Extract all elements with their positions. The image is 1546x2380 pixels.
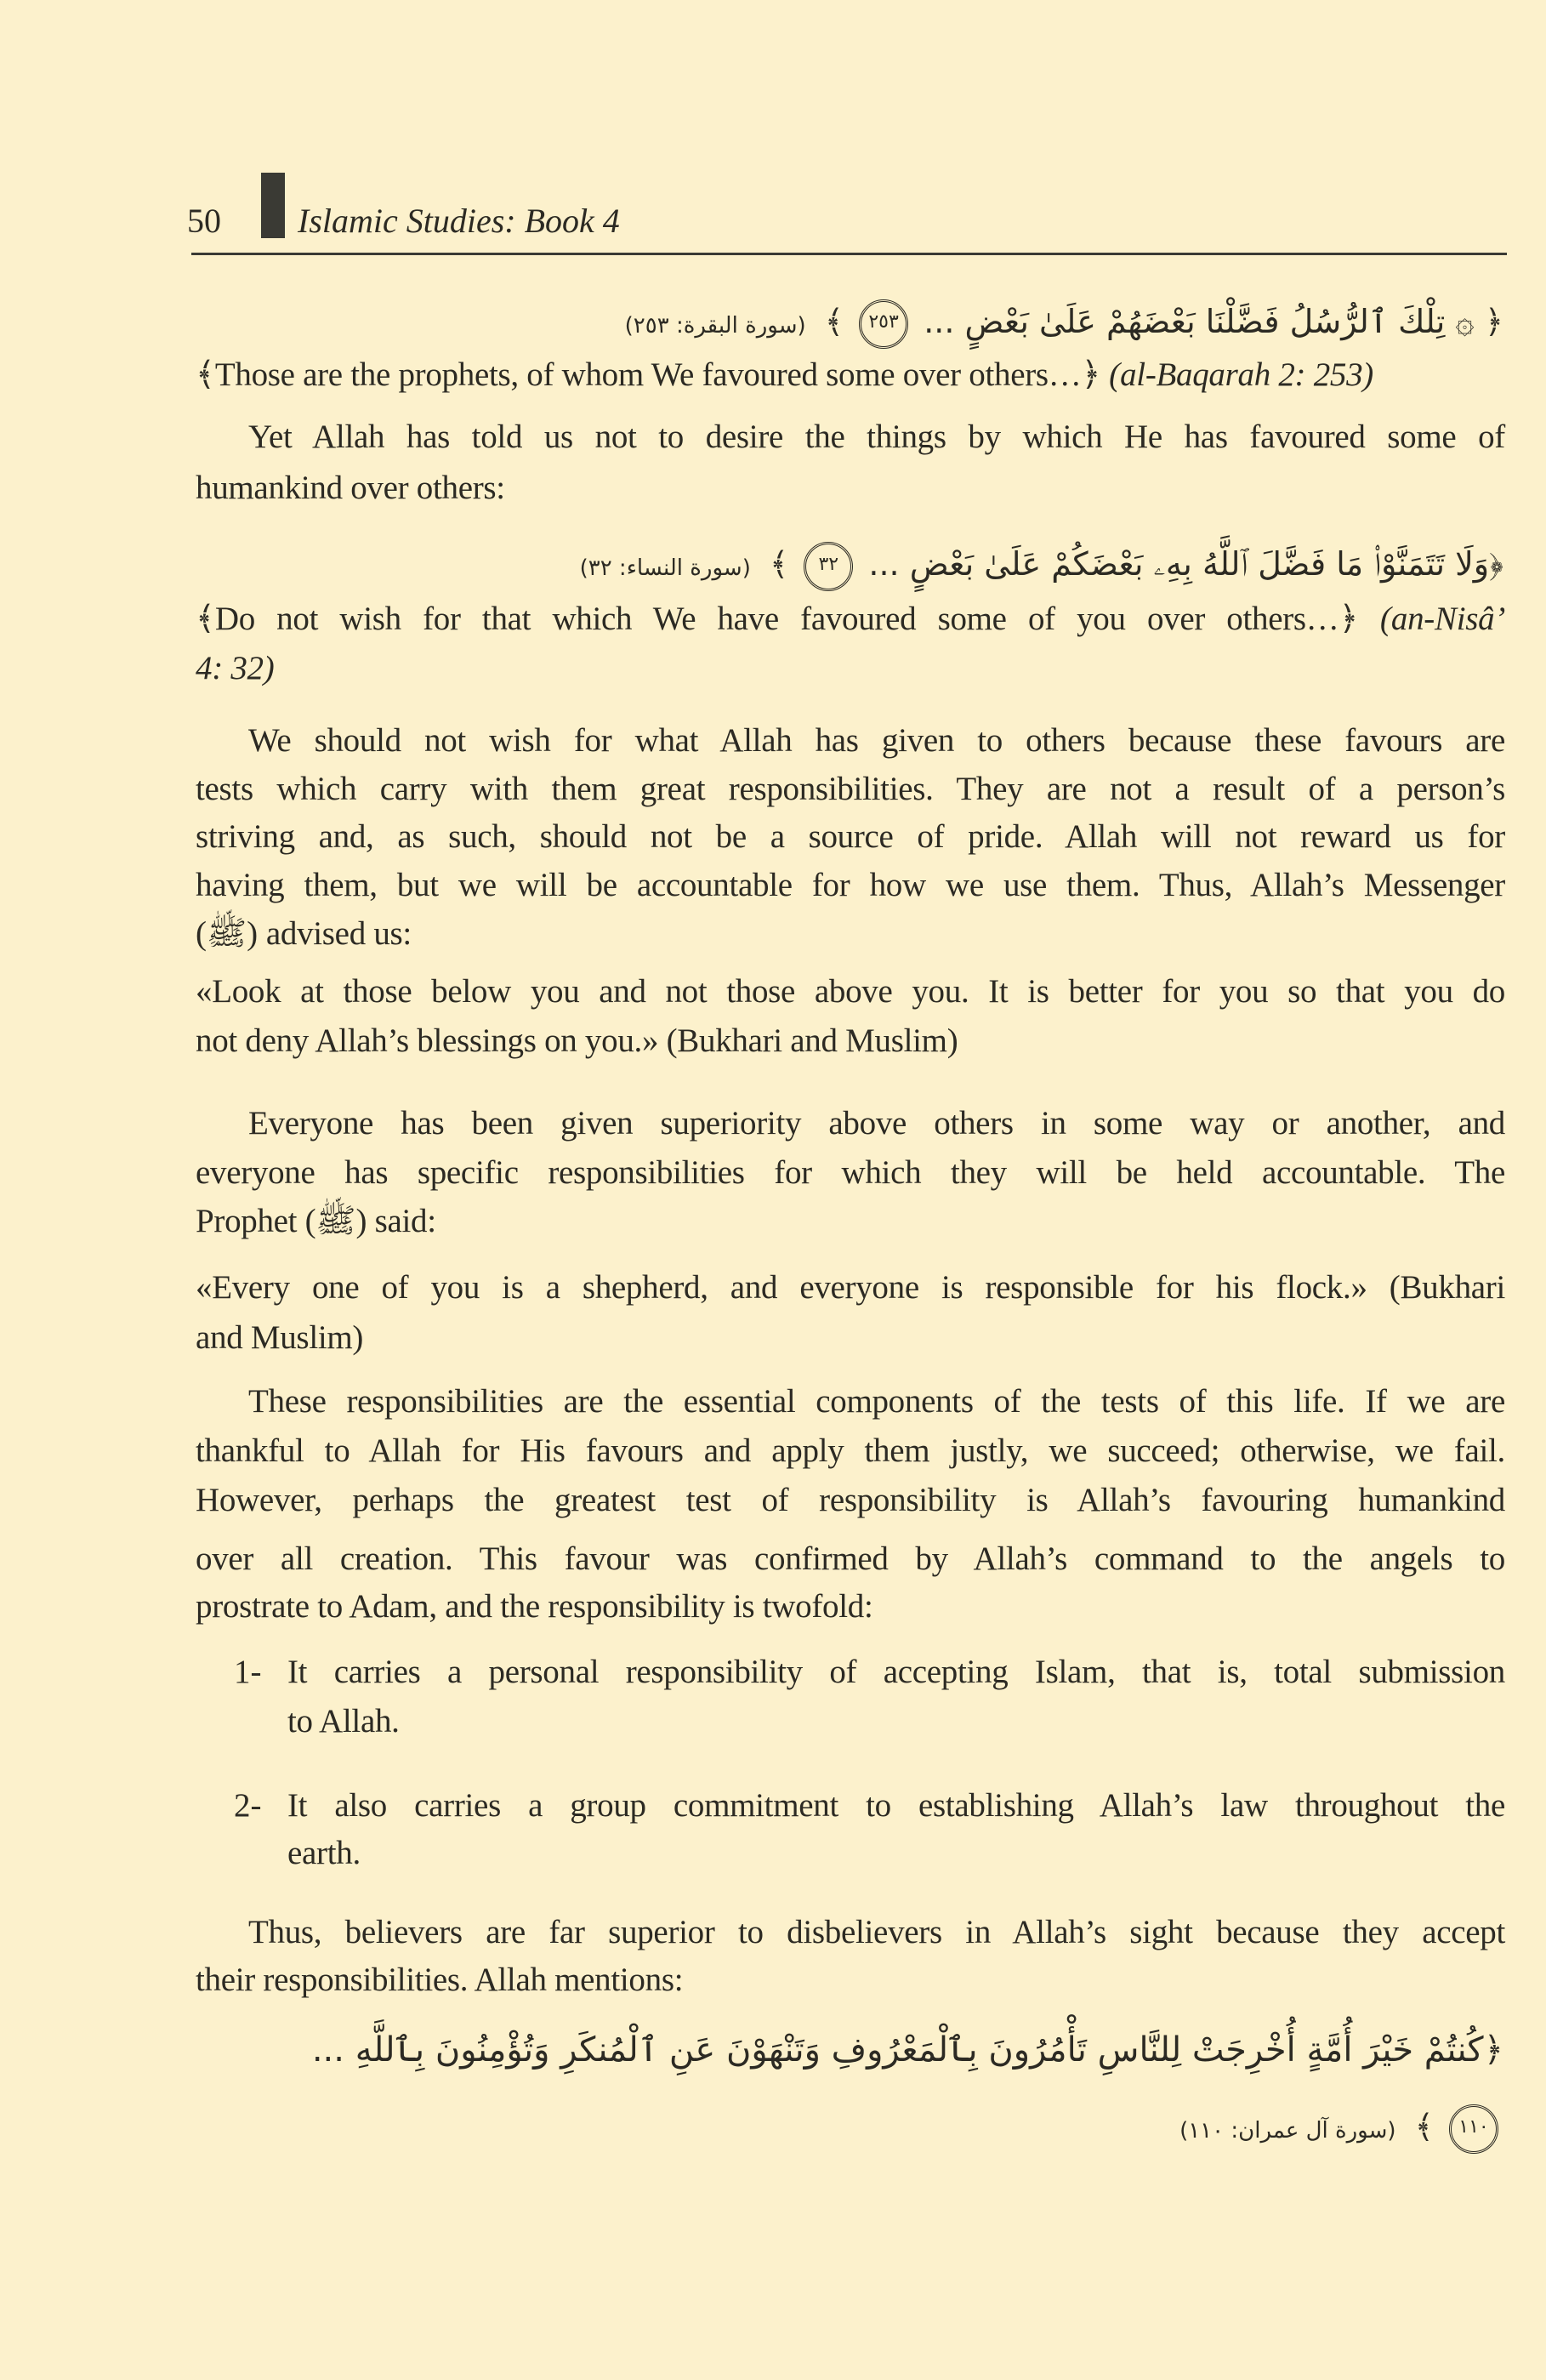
list-number: 2- [234, 1787, 262, 1824]
paragraph-line: having them, but we will be accountable for how we use them. Thus, Allah’s Messenger [196, 867, 1505, 903]
verse-text: ﴿كُنتُمْ خَيْرَ أُمَّةٍ أُخْرِجَتْ لِلنَّاسِ تَأْمُرُونَ بِٱلْمَعْرُوفِ وَتَنْهَوْنَ عَنِ ٱلْمُنكَرِ وَتُؤْمِنُونَ بِٱللَّهِ ... [311, 2030, 1503, 2070]
quran-verse-arabic-end [1179, 2097, 1503, 2156]
paragraph-line: Yet Allah has told us not to desire the things by which He has favoured some of [248, 418, 1505, 455]
ayah-number-medallion: ٢٥٣ [859, 299, 908, 349]
verse-citation: (al-Baqarah 2: 253) [1109, 356, 1374, 393]
verse-translation [196, 350, 1505, 399]
page-number: 50 [187, 202, 221, 240]
header-bar [261, 173, 285, 238]
paragraph-line: tests which carry with them great responsibilities. They are not a result of a person’s [196, 771, 1505, 807]
paragraph-line: Thus, believers are far superior to disbelievers in Allah’s sight because they accept [248, 1914, 1505, 1950]
list-line: It also carries a group commitment to establishing Allah’s law throughout the [287, 1787, 1505, 1824]
paragraph-line: However, perhaps the greatest test of responsibility is Allah’s favouring humankind [196, 1482, 1505, 1518]
paragraph-line: thankful to Allah for His favours and apply them justly, we succeed; otherwise, we fail. [196, 1432, 1505, 1469]
verse-close: ﴾ [1414, 2108, 1434, 2145]
paragraph-line: Prophet (ﷺ) said: [196, 1203, 436, 1239]
verse-citation-cont: 4: 32) [196, 650, 275, 686]
paragraph-line: everyone has specific responsibilities for which they will be held accountable. The [196, 1154, 1505, 1191]
header-rule [191, 253, 1507, 255]
paragraph-line: their responsibilities. Allah mentions: [196, 1962, 684, 1998]
list-line: It carries a personal responsibility of accepting Islam, that is, total submission [287, 1654, 1505, 1690]
surah-reference: (سورة النساء: ٣٢) [579, 555, 751, 581]
paragraph-line: over all creation. This favour was confirmed by Allah’s command to the angels to [196, 1540, 1505, 1577]
list-line: to Allah. [287, 1703, 400, 1739]
quran-verse-arabic [580, 534, 1503, 594]
verse-close: ﴾ [769, 545, 789, 583]
quran-verse-arabic [312, 2020, 1503, 2080]
paragraph-line: Everyone has been given superiority above others in some way or another, and [248, 1105, 1505, 1142]
hadith-line: not deny Allah’s blessings on you.» (Bukhari and Muslim) [196, 1022, 958, 1059]
paragraph-line: prostrate to Adam, and the responsibility is twofold: [196, 1588, 873, 1625]
paragraph-line: These responsibilities are the essential components of the tests of this life. If we are [248, 1383, 1505, 1420]
verse-text: ﴿ ۞ تِلْكَ ٱلرُّسُلُ فَضَّلْنَا بَعْضَهُمْ عَلَىٰ بَعْضٍ ... [924, 303, 1503, 340]
hadith-line: and Muslim) [196, 1319, 364, 1356]
ayah-number-medallion: ١١٠ [1449, 2104, 1498, 2154]
list-number: 1- [234, 1654, 262, 1690]
paragraph-line: (ﷺ) advised us: [196, 915, 412, 952]
list-line: earth. [287, 1835, 361, 1871]
translation-text: ﴾Do not wish for that which We have favoured some of you over others…﴿ [196, 601, 1359, 637]
verse-citation: (an-Nisâ’ [1379, 601, 1506, 637]
verse-translation [196, 595, 1505, 643]
surah-reference: (سورة آل عمران: ١١٠) [1179, 2118, 1396, 2144]
translation-text: ﴾Those are the prophets, of whom We favoured some over others…﴿ [196, 356, 1101, 393]
paragraph-line: striving and, as such, should not be a source of pride. Allah will not reward us for [196, 818, 1505, 855]
surah-reference: (سورة البقرة: ٢٥٣) [624, 313, 806, 339]
verse-text: ﴿وَلَا تَتَمَنَّوْا۟ مَا فَضَّلَ ٱللَّهُ بِهِۦ بَعْضَكُمْ عَلَىٰ بَعْضٍ ... [868, 545, 1503, 583]
verse-close: ﴾ [824, 303, 844, 340]
hadith-line: «Every one of you is a shepherd, and everyone is responsible for his flock.» (Bukhari [196, 1269, 1505, 1306]
paragraph-line: humankind over others: [196, 470, 505, 506]
book-title: Islamic Studies: Book 4 [298, 202, 620, 240]
paragraph-line: We should not wish for what Allah has given to others because these favours are [248, 722, 1505, 759]
hadith-line: «Look at those below you and not those above you. It is better for you so that you do [196, 973, 1505, 1010]
quran-verse-arabic [625, 292, 1503, 351]
ayah-number-medallion: ٣٢ [804, 542, 853, 591]
